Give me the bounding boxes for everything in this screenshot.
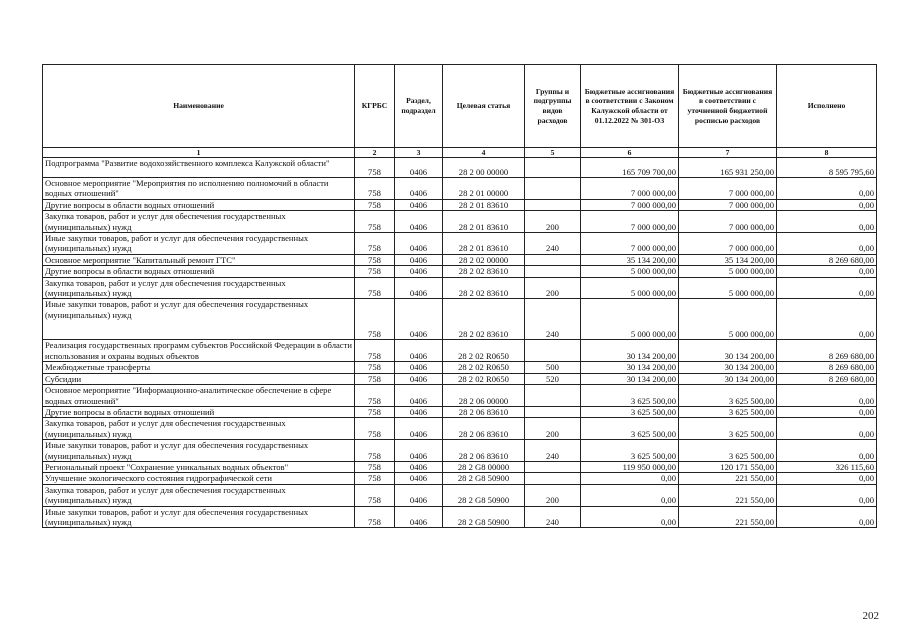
row-executed-amount: 8 269 680,00	[777, 362, 877, 373]
table-row	[43, 385, 877, 407]
row-target: 28 2 G8 50900	[443, 484, 525, 506]
row-refined-amount: 221 550,00	[679, 484, 777, 506]
table-row	[43, 362, 877, 373]
row-group: 240	[525, 299, 581, 340]
row-target: 28 2 02 00000	[443, 254, 525, 265]
header-section: Раздел, подраздел	[395, 65, 443, 148]
row-name: Региональный проект "Сохранение уникальных водных объектов"	[43, 461, 355, 472]
row-kgrbs: 758	[355, 461, 395, 472]
row-law-amount: 7 000 000,00	[581, 178, 679, 200]
row-refined-amount: 30 134 200,00	[679, 340, 777, 362]
row-target: 28 2 02 83610	[443, 277, 525, 299]
row-refined-amount: 30 134 200,00	[679, 362, 777, 373]
row-refined-amount: 3 625 500,00	[679, 418, 777, 440]
table-row	[43, 211, 877, 233]
row-name: Иные закупки товаров, работ и услуг для обеспечения государственных (муниципальных) нужд	[43, 233, 355, 255]
row-section: 0406	[395, 506, 443, 528]
row-name: Иные закупки товаров, работ и услуг для обеспечения государственных (муниципальных) нужд	[43, 440, 355, 462]
row-group: 520	[525, 373, 581, 384]
row-kgrbs: 758	[355, 199, 395, 210]
table-row	[43, 199, 877, 210]
row-law-amount: 35 134 200,00	[581, 254, 679, 265]
row-kgrbs: 758	[355, 340, 395, 362]
row-kgrbs: 758	[355, 233, 395, 255]
row-executed-amount: 326 115,60	[777, 461, 877, 472]
row-name: Другие вопросы в области водных отношений	[43, 266, 355, 277]
row-law-amount: 7 000 000,00	[581, 233, 679, 255]
row-name: Иные закупки товаров, работ и услуг для обеспечения государственных (муниципальных) нужд	[43, 506, 355, 528]
row-section: 0406	[395, 373, 443, 384]
row-kgrbs: 758	[355, 418, 395, 440]
row-target: 28 2 01 00000	[443, 178, 525, 200]
row-refined-amount: 7 000 000,00	[679, 233, 777, 255]
row-group: 200	[525, 418, 581, 440]
table-row	[43, 233, 877, 255]
row-section: 0406	[395, 340, 443, 362]
row-target: 28 2 G8 50900	[443, 506, 525, 528]
row-refined-amount: 5 000 000,00	[679, 299, 777, 340]
row-target: 28 2 G8 00000	[443, 461, 525, 472]
budget-table	[42, 64, 877, 528]
row-executed-amount: 0,00	[777, 277, 877, 299]
row-refined-amount: 165 931 250,00	[679, 158, 777, 178]
row-section: 0406	[395, 299, 443, 340]
row-group	[525, 178, 581, 200]
row-group	[525, 158, 581, 178]
row-group	[525, 406, 581, 417]
table-row	[43, 178, 877, 200]
table-row	[43, 440, 877, 462]
row-target: 28 2 06 83610	[443, 406, 525, 417]
row-kgrbs: 758	[355, 266, 395, 277]
row-refined-amount: 7 000 000,00	[679, 211, 777, 233]
column-number: 1	[43, 148, 355, 158]
row-refined-amount: 5 000 000,00	[679, 266, 777, 277]
header-name: Наименование	[43, 65, 355, 148]
row-refined-amount: 120 171 550,00	[679, 461, 777, 472]
row-name: Основное мероприятие "Капитальный ремонт ГТС"	[43, 254, 355, 265]
row-name: Иные закупки товаров, работ и услуг для обеспечения государственных (муниципальных) нужд	[43, 299, 355, 340]
row-refined-amount: 3 625 500,00	[679, 406, 777, 417]
row-section: 0406	[395, 484, 443, 506]
header-groups: Группы и подгруппы видов расходов	[525, 65, 581, 148]
row-refined-amount: 5 000 000,00	[679, 277, 777, 299]
row-executed-amount: 0,00	[777, 440, 877, 462]
row-law-amount: 119 950 000,00	[581, 461, 679, 472]
row-group	[525, 473, 581, 484]
row-kgrbs: 758	[355, 277, 395, 299]
table-row	[43, 406, 877, 417]
row-section: 0406	[395, 362, 443, 373]
table-row	[43, 254, 877, 265]
row-section: 0406	[395, 277, 443, 299]
row-law-amount: 30 134 200,00	[581, 373, 679, 384]
column-number: 8	[777, 148, 877, 158]
row-group: 200	[525, 211, 581, 233]
row-section: 0406	[395, 158, 443, 178]
row-section: 0406	[395, 473, 443, 484]
row-law-amount: 3 625 500,00	[581, 406, 679, 417]
row-executed-amount: 0,00	[777, 506, 877, 528]
row-kgrbs: 758	[355, 178, 395, 200]
row-name: Межбюджетные трансферты	[43, 362, 355, 373]
row-kgrbs: 758	[355, 506, 395, 528]
row-refined-amount: 3 625 500,00	[679, 440, 777, 462]
row-refined-amount: 30 134 200,00	[679, 373, 777, 384]
row-target: 28 2 01 83610	[443, 211, 525, 233]
row-name: Закупка товаров, работ и услуг для обеспечения государственных (муниципальных) нужд	[43, 418, 355, 440]
row-target: 28 2 06 83610	[443, 418, 525, 440]
row-group: 240	[525, 233, 581, 255]
row-law-amount: 0,00	[581, 484, 679, 506]
row-kgrbs: 758	[355, 211, 395, 233]
row-kgrbs: 758	[355, 373, 395, 384]
row-target: 28 2 02 83610	[443, 299, 525, 340]
row-target: 28 2 02 R0650	[443, 340, 525, 362]
row-law-amount: 30 134 200,00	[581, 362, 679, 373]
row-refined-amount: 221 550,00	[679, 473, 777, 484]
header-refined: Бюджетные ассигнования в соответствии с уточненной бюджетной росписью расходов	[679, 65, 777, 148]
row-name: Подпрограмма "Развитие водохозяйственного комплекса Калужской области"	[43, 158, 355, 178]
row-executed-amount: 0,00	[777, 406, 877, 417]
table-row	[43, 340, 877, 362]
row-law-amount: 0,00	[581, 473, 679, 484]
table-row	[43, 277, 877, 299]
column-number: 7	[679, 148, 777, 158]
row-kgrbs: 758	[355, 362, 395, 373]
row-section: 0406	[395, 440, 443, 462]
row-executed-amount: 8 269 680,00	[777, 340, 877, 362]
row-law-amount: 5 000 000,00	[581, 266, 679, 277]
row-kgrbs: 758	[355, 385, 395, 407]
header-law: Бюджетные ассигнования в соответствии с Законом Калужской области от 01.12.2022 № 301-ОЗ	[581, 65, 679, 148]
row-name: Закупка товаров, работ и услуг для обеспечения государственных (муниципальных) нужд	[43, 277, 355, 299]
row-refined-amount: 35 134 200,00	[679, 254, 777, 265]
row-name: Улучшение экологического состояния гидрографической сети	[43, 473, 355, 484]
row-target: 28 2 02 R0650	[443, 373, 525, 384]
row-kgrbs: 758	[355, 254, 395, 265]
row-executed-amount: 0,00	[777, 199, 877, 210]
row-refined-amount: 221 550,00	[679, 506, 777, 528]
row-law-amount: 0,00	[581, 506, 679, 528]
table-row	[43, 158, 877, 178]
row-law-amount: 3 625 500,00	[581, 440, 679, 462]
row-group: 240	[525, 440, 581, 462]
row-kgrbs: 758	[355, 440, 395, 462]
row-section: 0406	[395, 266, 443, 277]
header-executed: Исполнено	[777, 65, 877, 148]
table-row	[43, 299, 877, 340]
row-group	[525, 461, 581, 472]
row-executed-amount: 8 269 680,00	[777, 254, 877, 265]
row-target: 28 2 01 83610	[443, 233, 525, 255]
row-target: 28 2 02 83610	[443, 266, 525, 277]
row-group: 500	[525, 362, 581, 373]
row-group: 200	[525, 484, 581, 506]
row-group	[525, 254, 581, 265]
row-group	[525, 266, 581, 277]
row-executed-amount: 0,00	[777, 233, 877, 255]
column-number: 4	[443, 148, 525, 158]
row-group	[525, 199, 581, 210]
table-row	[43, 266, 877, 277]
row-name: Основное мероприятие "Мероприятия по исполнению полномочий в области водных отношений"	[43, 178, 355, 200]
row-executed-amount: 8 269 680,00	[777, 373, 877, 384]
column-number: 3	[395, 148, 443, 158]
table-row	[43, 506, 877, 528]
row-target: 28 2 02 R0650	[443, 362, 525, 373]
row-law-amount: 7 000 000,00	[581, 199, 679, 210]
row-name: Основное мероприятие "Информационно-аналитическое обеспечение в сфере водных отношений"	[43, 385, 355, 407]
row-name: Реализация государственных программ субъектов Российской Федерации в области использования и охраны водных объектов	[43, 340, 355, 362]
table-row	[43, 473, 877, 484]
row-refined-amount: 7 000 000,00	[679, 178, 777, 200]
row-section: 0406	[395, 461, 443, 472]
row-executed-amount: 0,00	[777, 473, 877, 484]
row-executed-amount: 0,00	[777, 178, 877, 200]
row-target: 28 2 G8 50900	[443, 473, 525, 484]
table-body	[43, 158, 877, 528]
row-kgrbs: 758	[355, 406, 395, 417]
row-law-amount: 7 000 000,00	[581, 211, 679, 233]
row-executed-amount: 0,00	[777, 299, 877, 340]
row-executed-amount: 0,00	[777, 266, 877, 277]
row-section: 0406	[395, 418, 443, 440]
row-law-amount: 30 134 200,00	[581, 340, 679, 362]
column-number-row	[43, 148, 877, 158]
row-kgrbs: 758	[355, 484, 395, 506]
table-row	[43, 373, 877, 384]
row-kgrbs: 758	[355, 473, 395, 484]
row-law-amount: 5 000 000,00	[581, 277, 679, 299]
row-group	[525, 340, 581, 362]
row-target: 28 2 06 00000	[443, 385, 525, 407]
row-section: 0406	[395, 211, 443, 233]
page-number: 202	[862, 610, 879, 622]
row-group: 240	[525, 506, 581, 528]
row-executed-amount: 8 595 795,60	[777, 158, 877, 178]
row-law-amount: 3 625 500,00	[581, 385, 679, 407]
row-law-amount: 165 709 700,00	[581, 158, 679, 178]
row-group	[525, 385, 581, 407]
row-section: 0406	[395, 233, 443, 255]
row-name: Другие вопросы в области водных отношений	[43, 199, 355, 210]
row-executed-amount: 0,00	[777, 211, 877, 233]
row-section: 0406	[395, 254, 443, 265]
row-executed-amount: 0,00	[777, 484, 877, 506]
column-number: 5	[525, 148, 581, 158]
column-number: 2	[355, 148, 395, 158]
row-name: Субсидии	[43, 373, 355, 384]
header-row	[43, 65, 877, 148]
row-section: 0406	[395, 406, 443, 417]
row-refined-amount: 7 000 000,00	[679, 199, 777, 210]
table-row	[43, 418, 877, 440]
row-executed-amount: 0,00	[777, 385, 877, 407]
row-name: Закупка товаров, работ и услуг для обеспечения государственных (муниципальных) нужд	[43, 484, 355, 506]
row-target: 28 2 06 83610	[443, 440, 525, 462]
header-target: Целевая статья	[443, 65, 525, 148]
row-target: 28 2 00 00000	[443, 158, 525, 178]
table-row	[43, 461, 877, 472]
row-target: 28 2 01 83610	[443, 199, 525, 210]
row-executed-amount: 0,00	[777, 418, 877, 440]
row-name: Закупка товаров, работ и услуг для обеспечения государственных (муниципальных) нужд	[43, 211, 355, 233]
row-section: 0406	[395, 199, 443, 210]
column-number: 6	[581, 148, 679, 158]
row-group: 200	[525, 277, 581, 299]
row-kgrbs: 758	[355, 299, 395, 340]
row-law-amount: 5 000 000,00	[581, 299, 679, 340]
row-kgrbs: 758	[355, 158, 395, 178]
header-kgrbs: КГРБС	[355, 65, 395, 148]
row-law-amount: 3 625 500,00	[581, 418, 679, 440]
row-name: Другие вопросы в области водных отношений	[43, 406, 355, 417]
row-refined-amount: 3 625 500,00	[679, 385, 777, 407]
row-section: 0406	[395, 385, 443, 407]
table-row	[43, 484, 877, 506]
row-section: 0406	[395, 178, 443, 200]
